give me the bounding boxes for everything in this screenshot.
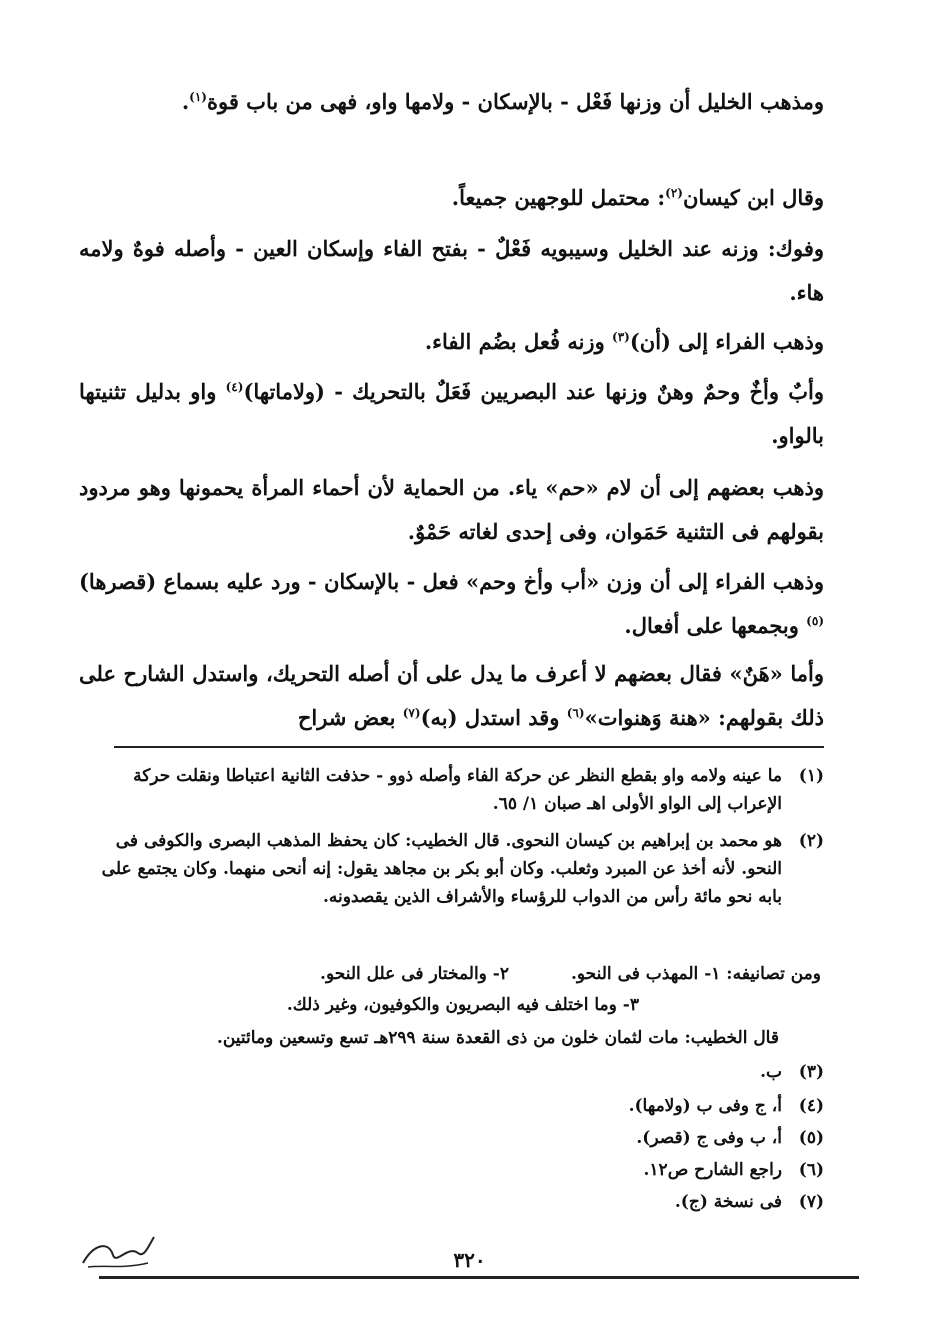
footnote-6-text: راجع الشارح ص١٢. xyxy=(643,1160,782,1180)
footnote-ref-3[interactable]: (٣) xyxy=(612,330,630,344)
footnote-ref-7[interactable]: (٧) xyxy=(402,706,421,720)
footnote-3-number: (٣) xyxy=(798,1062,824,1082)
footnote-1-text: ما عينه ولامه واو بقطع النظر عن حركة الفاء وأصله ذوو - حذفت الثانية اعتباطا ونقلت حركة الإعراب إلى الواو الأولى اهـ صبان ١/ ٦٥. xyxy=(133,766,782,814)
footnote-7-text: فى نسخة (ج). xyxy=(674,1192,782,1212)
paragraph-1-text: ومذهب الخليل أن وزنها فَعْل - بالإسكان - ولامها واو، فهى من باب قوة xyxy=(206,89,824,114)
footnote-2-works-1: ومن تصانيفه: ١- المهذب فى النحو. xyxy=(570,964,821,984)
paragraph-4-text: وذهب الفراء إلى (أن) xyxy=(629,329,824,354)
footnote-2 xyxy=(79,827,824,911)
paragraph-3 xyxy=(79,227,824,315)
paragraph-6-text: وذهب بعضهم إلى أن لام «حم» ياء. من الحماية لأن أحماء المرأة يحمونها وهو مردود بقولهم فى التثنية حَمَوان، وفى إحدى لغاته حَمْوٌ. xyxy=(79,475,824,544)
footnote-separator xyxy=(114,746,824,748)
bottom-rule xyxy=(99,1276,859,1279)
footnote-2-number: (٢) xyxy=(798,831,824,851)
footnote-1-number: (١) xyxy=(798,766,824,786)
paragraph-1 xyxy=(79,80,824,124)
footnote-2-death: قال الخطيب: مات لثمان خلون من ذى القعدة سنة ٢٩٩هـ تسع وتسعين ومائتين. xyxy=(216,1028,779,1048)
footnote-1 xyxy=(79,762,824,818)
footnote-2-works-3: ٣- وما اختلف فيه البصريون والكوفيون، وغير ذلك. xyxy=(286,995,639,1015)
paragraph-3-text: وفوك: وزنه عند الخليل وسيبويه فَعْلٌ - بفتح الفاء وإسكان العين - وأصله فوهٌ ولامه هاء. xyxy=(79,236,825,305)
paragraph-5-text: وأبٌ وأخٌ وحمٌ وهنٌ وزنها عند البصريين فَعَلٌ بالتحريك - (ولاماتها) xyxy=(243,379,824,404)
footnote-ref-6[interactable]: (٦) xyxy=(566,706,585,720)
footnote-ref-1[interactable]: (١) xyxy=(189,90,207,104)
paragraph-2-text: وقال ابن كيسان xyxy=(682,185,824,210)
page-number: ٣٢٠ xyxy=(453,1248,486,1272)
footnote-5 xyxy=(79,1124,824,1152)
footnote-4-number: (٤) xyxy=(798,1096,824,1116)
paragraph-8 xyxy=(79,652,824,740)
paragraph-7-end: وبجمعها على أفعال. xyxy=(624,613,807,638)
paragraph-8-end: بعض شراح xyxy=(297,705,403,730)
paragraph-2-end: : محتمل للوجهين جميعاً. xyxy=(451,185,666,210)
paragraph-5-end: واو بدليل تثنيتها بالواو. xyxy=(79,379,824,448)
paragraph-1-end: . xyxy=(181,89,190,114)
footnote-ref-4[interactable]: (٤) xyxy=(225,380,244,394)
footnote-6 xyxy=(79,1156,824,1184)
paragraph-2 xyxy=(79,176,824,220)
footnote-2-works-2: ٢- والمختار فى علل النحو. xyxy=(320,964,509,984)
paragraph-7-text: وذهب الفراء إلى أن وزن «أب وأخ وحم» فعل - بالإسكان - ورد عليه بسماع (قصرها) xyxy=(79,569,824,594)
paragraph-8-text: وأما «هَنٌ» فقال بعضهم لا أعرف ما يدل على أن أصله التحريك، واستدل الشارح على ذلك بقولهم: «هنة وَهنوات» xyxy=(79,661,824,730)
paragraph-4 xyxy=(79,320,824,364)
footnote-7-number: (٧) xyxy=(798,1192,824,1212)
footnote-5-number: (٥) xyxy=(798,1128,824,1148)
footnote-4-text: أ، ج وفى ب (ولامها). xyxy=(628,1096,782,1116)
footnote-5-text: أ، ب وفى ج (قصر). xyxy=(636,1128,782,1148)
footnote-7 xyxy=(79,1188,824,1216)
footnote-4 xyxy=(79,1092,824,1120)
footnote-3-text: ب. xyxy=(760,1062,782,1082)
footnote-ref-5[interactable]: (٥) xyxy=(806,614,824,628)
paragraph-5 xyxy=(79,370,824,458)
paragraph-4-end: وزنه فُعل بضُم الفاء. xyxy=(424,329,613,354)
footnote-2-text: هو محمد بن إبراهيم بن كيسان النحوى. قال الخطيب: كان يحفظ المذهب البصرى والكوفى فى النحو. لأنه أخذ عن المبرد وثعلب. وكان أبو بكر بن مجاهد يقول: إنه أنحى منهما. وكان يجتمع على بابه نحو مائة رأس من الدواب للرؤساء والأشراف الذين يقصدونه. xyxy=(101,831,782,907)
footnote-ref-2[interactable]: (٢) xyxy=(665,186,683,200)
footnote-3 xyxy=(79,1058,824,1086)
paragraph-6 xyxy=(79,466,824,554)
paragraph-8-mid: وقد استدل (به) xyxy=(420,705,567,730)
paragraph-7 xyxy=(79,560,824,648)
footnote-6-number: (٦) xyxy=(798,1160,824,1180)
